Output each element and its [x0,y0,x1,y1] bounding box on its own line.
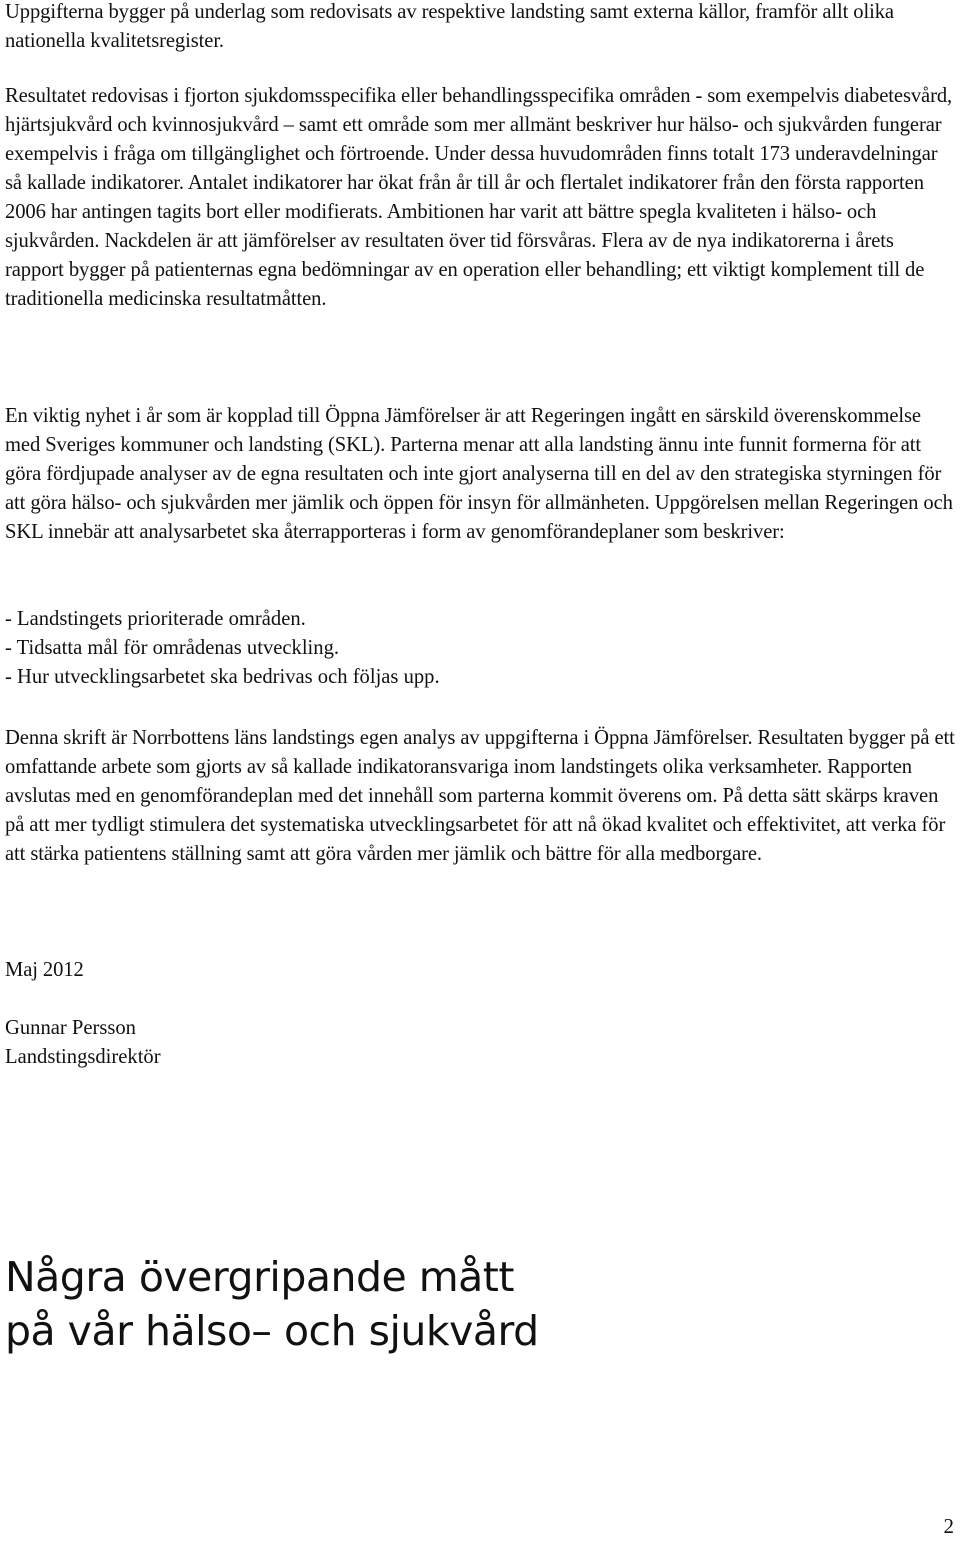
list-item: - Hur utvecklingsarbetet ska bedrivas och följas upp. [5,666,440,688]
list-item: - Tidsatta mål för områdenas utveckling. [5,637,340,659]
signer-title: Landstingsdirektör [5,1046,161,1068]
section-heading-line-2: på vår hälso– och sjukvård [5,1307,539,1355]
analysis-paragraph: Denna skrift är Norrbottens läns landstings egen analys av uppgifterna i Öppna Jämförelser. Resultaten bygger på ett omfattande arbete som gjorts av så kallade indikatoransvariga inom landstingets olika verksamheter. Rapporten avslutas med en genomförandeplan med det innehåll som parterna kommit överens om. På detta sätt skärps kraven på att mer tydligt stimulera det systematiska utvecklingsarbetet för att nå ökad kvalitet och effektivitet, att verka för att stärka patientens ställning samt att göra vården mer jämlik och bättre för alla medborgare. [5,727,955,865]
news-paragraph: En viktig nyhet i år som är kopplad till Öppna Jämförelser är att Regeringen ingått en särskild överenskommelse med Sveriges kommuner och landsting (SKL). Parterna menar att alla landsting ännu inte funnit formerna för att göra fördjupade analyser av de egna resultaten och inte gjort analyserna till en del av den strategiska styrningen för att göra hälso- och sjukvården mer jämlik och öppen för insyn för allmänheten. Uppgörelsen mellan Regeringen och SKL innebär att analysarbetet ska återrapporteras i form av genomförandeplaner som beskriver: [5,405,953,543]
plan-list [5,605,957,692]
signer-name: Gunnar Persson [5,1017,136,1039]
results-paragraph: Resultatet redovisas i fjorton sjukdomsspecifika eller behandlingsspecifika områden - som exempelvis diabetesvård, hjärtsjukvård och kvinnosjukvård – samt ett område som mer allmänt beskriver hur hälso- och sjukvården fungerar exempelvis i fråga om tillgänglighet och förtroende. Under dessa huvudområden finns totalt 173 underavdelningar så kallade indikatorer. Antalet indikatorer har ökat från år till år och flertalet indikatorer från den första rapporten 2006 har antingen tagits bort eller modifierats. Ambitionen har varit att bättre spegla kvaliteten i hälso- och sjukvården. Nackdelen är att jämförelser av resultaten över tid försvåras. Flera av de nya indikatorerna i årets rapport bygger på patienternas egna bedömningar av en operation eller behandling; ett viktigt komplement till de traditionella medicinska resultatmåtten. [5,85,953,310]
intro-paragraph: Uppgifterna bygger på underlag som redovisats av respektive landsting samt externa källor, framför allt olika nationella kvalitetsregister. [5,1,894,52]
section-heading [5,1250,539,1358]
section-heading-line-1: Några övergripande mått [5,1253,514,1301]
list-item: - Landstingets prioriterade områden. [5,608,306,630]
signature-block [5,1014,161,1072]
date: Maj 2012 [5,959,84,981]
page-number: 2 [943,1514,954,1538]
